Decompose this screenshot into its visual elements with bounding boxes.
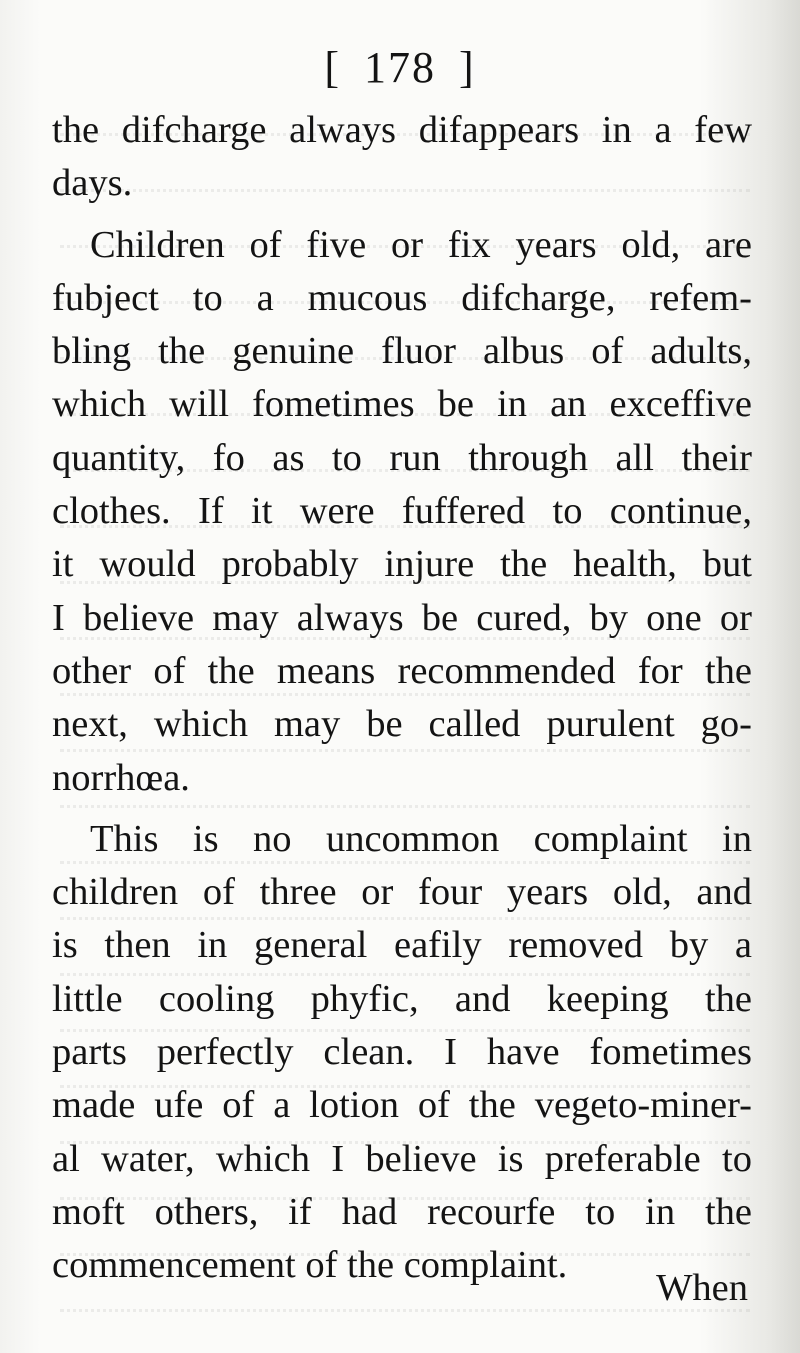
text-line: This is no uncommon complaint in	[90, 817, 752, 860]
text-line: commencement of the complaint.	[52, 1244, 568, 1287]
text-line: made ufe of a lotion of the vegeto-miner-	[52, 1084, 752, 1127]
text-line: little cooling phyfic, and keeping the	[52, 977, 752, 1020]
page-header	[0, 38, 800, 98]
text-line: parts perfectly clean. I have fometimes	[52, 1031, 752, 1074]
text-line: al water, which I believe is preferable to	[52, 1137, 752, 1180]
page-number-bracket-open: [	[324, 43, 341, 92]
page-number: 178	[364, 43, 436, 92]
text-line: days.	[52, 162, 133, 205]
text-line: fubject to a mucous difcharge, refem-	[52, 276, 752, 319]
paragraph	[52, 104, 752, 211]
page-number-bracket-close: ]	[459, 43, 476, 92]
text-line: next, which may be called purulent go-	[52, 703, 752, 746]
body-text	[52, 104, 752, 1293]
text-line: children of three or four years old, and	[52, 871, 752, 914]
paragraph	[52, 813, 752, 1293]
text-line: clothes. If it were fuffered to continue,	[52, 490, 752, 533]
catchword: When	[656, 1267, 748, 1309]
text-line: bling the genuine fluor albus of adults,	[52, 330, 752, 373]
text-line: quantity, fo as to run through all their	[52, 436, 752, 479]
text-line: Children of five or fix years old, are	[90, 223, 752, 266]
text-line: I believe may always be cured, by one or	[52, 596, 752, 639]
text-line: it would probably injure the health, but	[52, 543, 752, 586]
text-line: norrhœa.	[52, 756, 190, 799]
text-line: which will fometimes be in an exceffive	[52, 383, 752, 426]
text-line: is then in general eafily removed by a	[52, 924, 752, 967]
text-line: moft others, if had recourfe to in the	[52, 1190, 752, 1233]
paragraph	[52, 219, 752, 805]
text-line: other of the means recommended for the	[52, 649, 752, 692]
text-line: the difcharge always difappears in a few	[52, 109, 752, 151]
